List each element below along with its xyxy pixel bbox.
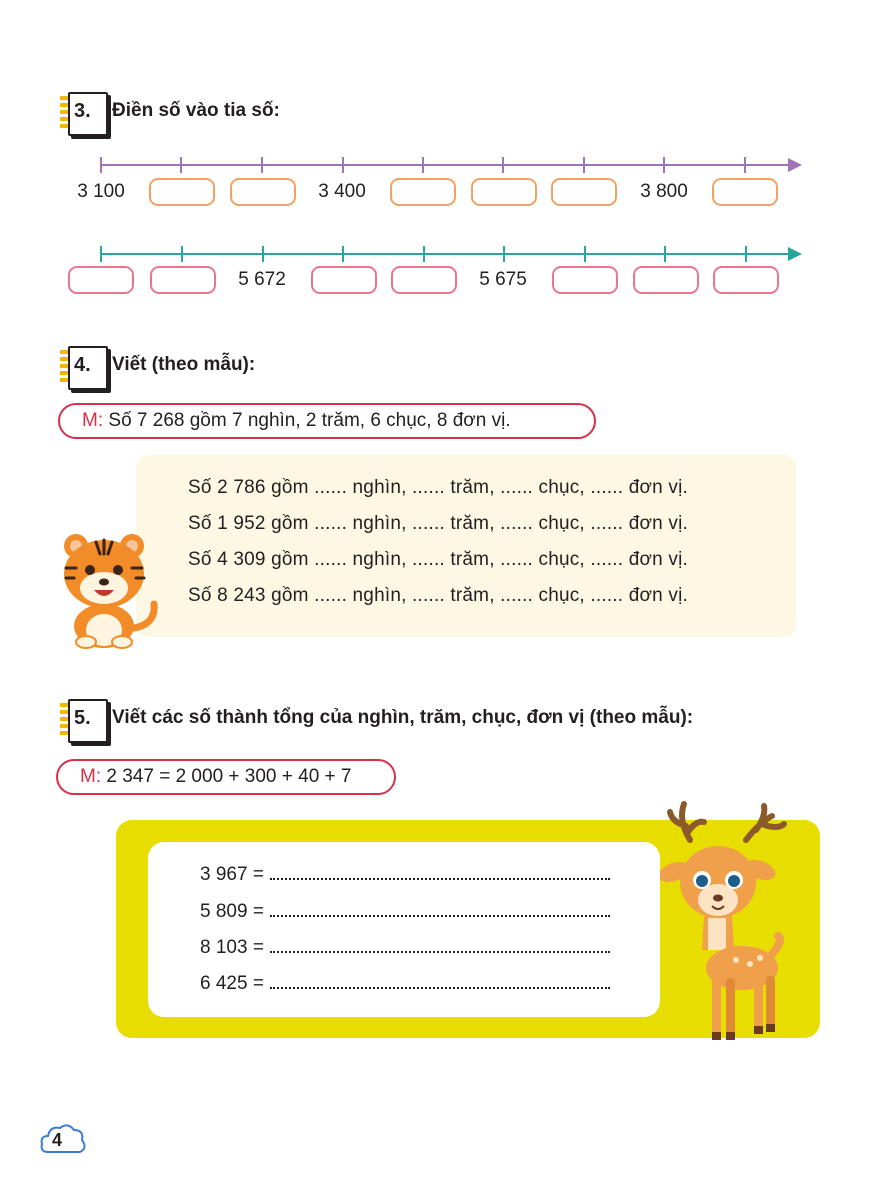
number-label: 3 400 [318, 181, 366, 202]
exercise-3-title: Điền số vào tia số: [112, 100, 280, 121]
page-number: 4 [38, 1122, 88, 1160]
answer-box[interactable] [150, 266, 216, 294]
answer-box[interactable] [230, 178, 296, 206]
exercise-line[interactable]: Số 1 952 gồm ...... nghìn, ...... trăm, ...... chục, ...... đơn vị. [188, 513, 689, 534]
number-label: 3 100 [77, 181, 125, 202]
answer-box[interactable] [149, 178, 215, 206]
answer-box[interactable] [391, 266, 457, 294]
number-label: 5 672 [238, 269, 286, 290]
exercise-4-number: 4. [60, 346, 106, 386]
exercise-5-title: Viết các số thành tổng của nghìn, trăm, chục, đơn vị (theo mẫu): [112, 707, 694, 728]
answer-box[interactable] [471, 178, 537, 206]
answer-box[interactable] [552, 266, 618, 294]
number-label: 5 675 [479, 269, 527, 290]
exercise-5-number: 5. [60, 699, 106, 739]
exercise-line[interactable]: Số 2 786 gồm ...... nghìn, ...... trăm, ...... chục, ...... đơn vị. [188, 477, 689, 498]
answer-box[interactable] [633, 266, 699, 294]
cloud-icon [38, 1122, 88, 1160]
answer-box[interactable] [713, 266, 779, 294]
number-label: 3 800 [640, 181, 688, 202]
exercise-line[interactable]: Số 4 309 gồm ...... nghìn, ...... trăm, ...... chục, ...... đơn vị. [188, 549, 689, 570]
answer-box[interactable] [712, 178, 778, 206]
exercise-3-number: 3. [60, 92, 106, 132]
sum-line[interactable]: 5 809 = [200, 901, 610, 923]
sum-line[interactable]: 3 967 = [200, 864, 610, 886]
example-pill: M: 2 347 = 2 000 + 300 + 40 + 7 [56, 759, 396, 795]
answer-box[interactable] [68, 266, 134, 294]
answer-box[interactable] [390, 178, 456, 206]
sum-line[interactable]: 8 103 = [200, 937, 610, 959]
exercise-line[interactable]: Số 8 243 gồm ...... nghìn, ...... trăm, ...... chục, ...... đơn vị. [188, 585, 689, 606]
answer-box[interactable] [311, 266, 377, 294]
tiger-icon [56, 528, 164, 650]
answer-box[interactable] [551, 178, 617, 206]
example-pill: M: Số 7 268 gồm 7 nghìn, 2 trăm, 6 chục, 8 đơn vị. [58, 403, 596, 439]
arrow-right-icon [788, 247, 802, 261]
deer-icon [660, 800, 790, 1050]
sum-line[interactable]: 6 425 = [200, 973, 610, 995]
arrow-right-icon [788, 158, 802, 172]
exercise-4-title: Viết (theo mẫu): [112, 354, 256, 375]
